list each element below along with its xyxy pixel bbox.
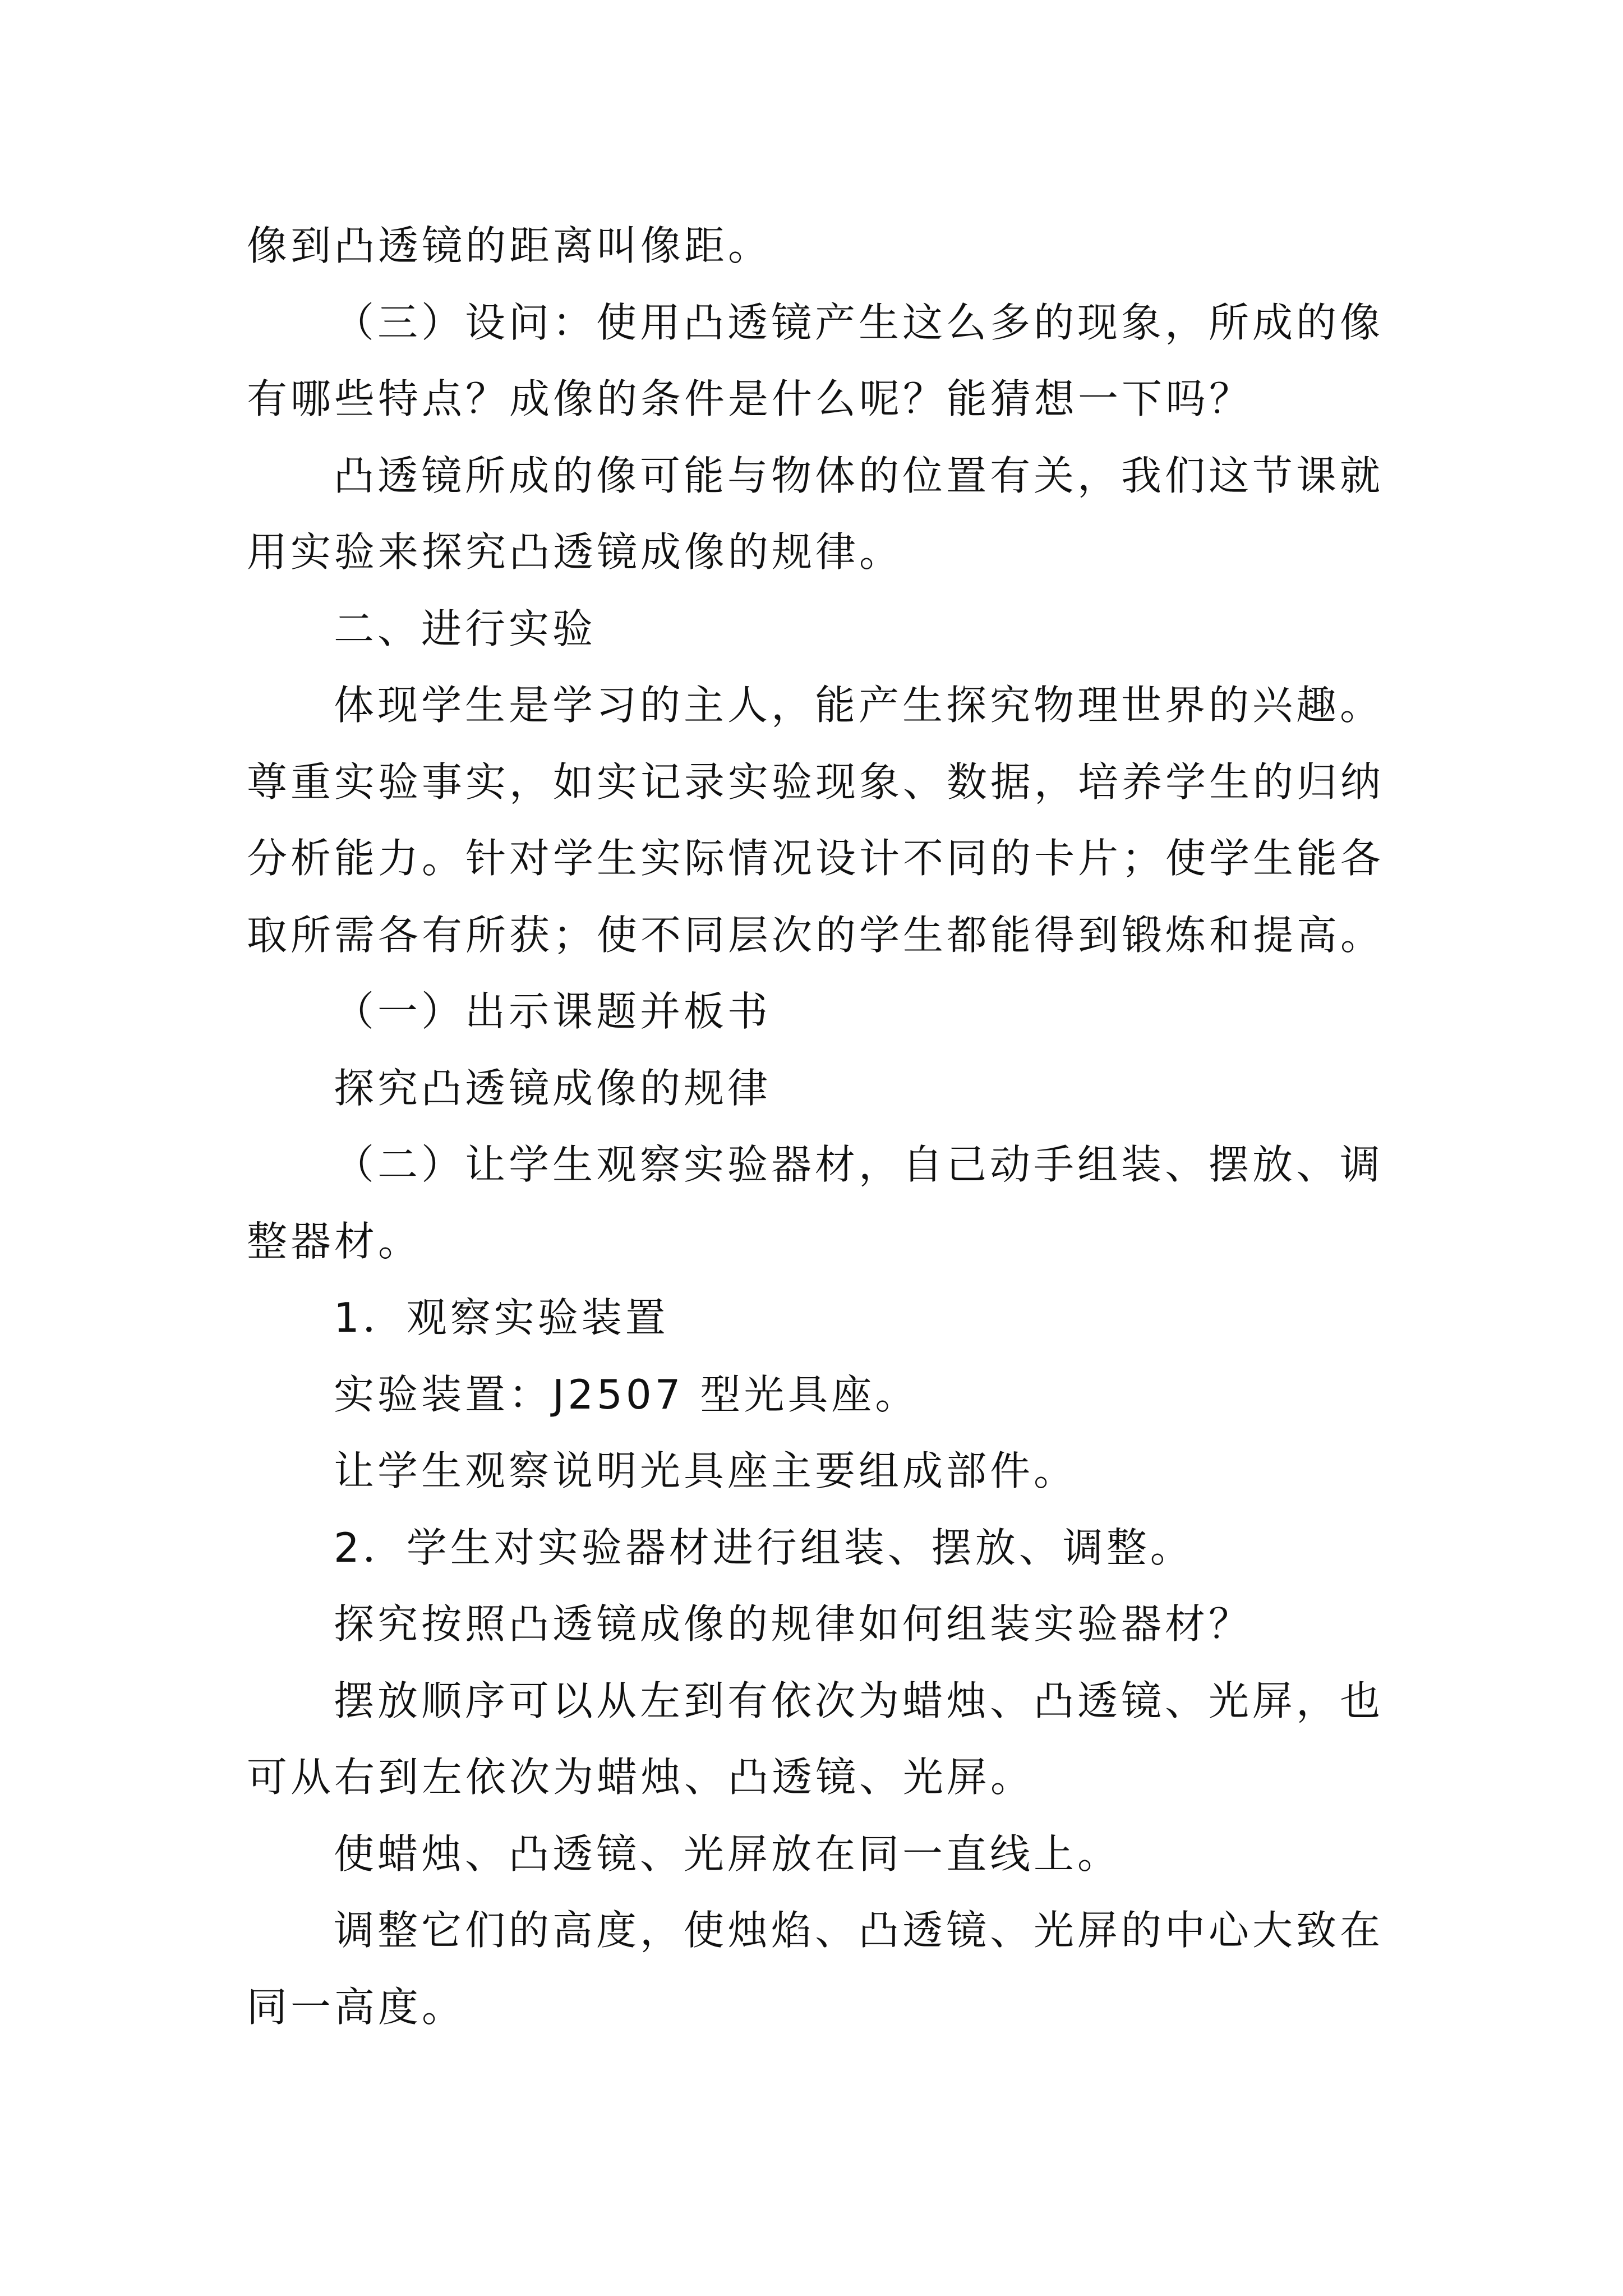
text-line-5: 用实验来探究凸透镜成像的规律。: [247, 528, 903, 576]
text-line-1: 像到凸透镜的距离叫像距。: [247, 222, 772, 269]
text-line-21: 可从右到左依次为蜡烛、凸透镜、光屏。: [247, 1754, 1035, 1801]
text-line-12: 探究凸透镜成像的规律: [334, 1064, 772, 1112]
text-line-7: 体现学生是学习的主人，能产生探究物理世界的兴趣。: [334, 682, 1384, 729]
text-line-23: 调整它们的高度，使烛焰、凸透镜、光屏的中心大致在: [334, 1907, 1384, 1954]
text-line-17: 让学生观察说明光具座主要组成部件。: [334, 1447, 1078, 1494]
text-line-10: 取所需各有所获；使不同层次的学生都能得到锻炼和提高。: [247, 911, 1385, 959]
document-body: [247, 208, 1430, 2045]
text-line-14: 整器材。: [247, 1217, 422, 1265]
text-line-4: 凸透镜所成的像可能与物体的位置有关，我们这节课就: [334, 452, 1384, 499]
text-line-20: 摆放顺序可以从左到有依次为蜡烛、凸透镜、光屏，也: [334, 1677, 1384, 1724]
text-line-13: （二）让学生观察实验器材，自己动手组装、摆放、调: [334, 1141, 1384, 1188]
text-line-2: （三）设问：使用凸透镜产生这么多的现象，所成的像: [334, 298, 1384, 346]
text-line-22: 使蜡烛、凸透镜、光屏放在同一直线上。: [334, 1830, 1122, 1878]
text-line-18: 2．学生对实验器材进行组装、摆放、调整。: [334, 1524, 1194, 1571]
text-line-16: 实验装置：J2507 型光具座。: [334, 1370, 919, 1418]
text-line-9: 分析能力。针对学生实际情况设计不同的卡片；使学生能各: [247, 835, 1385, 882]
text-line-11: （一）出示课题并板书: [334, 988, 772, 1035]
text-line-19: 探究按照凸透镜成像的规律如何组装实验器材？: [334, 1600, 1253, 1648]
text-line-24: 同一高度。: [247, 1983, 466, 2031]
text-line-8: 尊重实验事实，如实记录实验现象、数据，培养学生的归纳: [247, 758, 1385, 806]
text-line-15: 1．观察实验装置: [334, 1294, 669, 1341]
text-line-3: 有哪些特点？成像的条件是什么呢？能猜想一下吗？: [247, 375, 1253, 422]
section-heading: 二、进行实验: [334, 605, 597, 652]
